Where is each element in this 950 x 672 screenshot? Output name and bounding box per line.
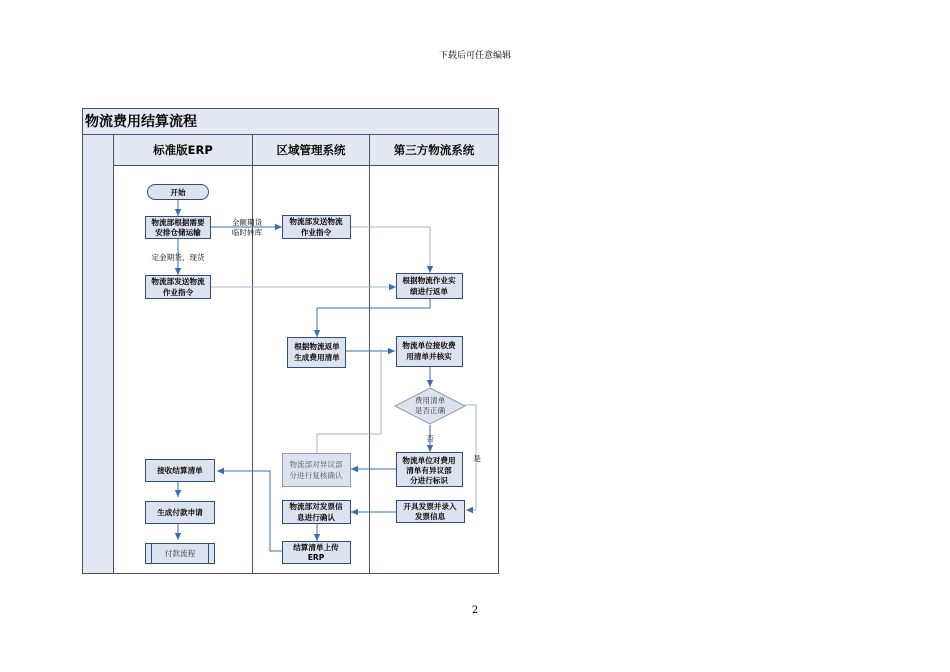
node-n5-line1: 根据物流返单	[294, 342, 340, 351]
node-n8-line1: 物流部对异议部	[289, 460, 343, 469]
node-n12-label: 接收结算清单	[157, 466, 203, 475]
lane-erp: 标准版ERP	[153, 143, 213, 157]
decision-line1: 费用清单	[414, 396, 446, 405]
label-yes: 是	[473, 454, 481, 463]
node-n11-line2: ERP	[307, 553, 325, 562]
node-n14-label: 付款流程	[164, 549, 196, 558]
node-n11-line1: 结算清单上传	[293, 543, 339, 552]
node-n5-line2: 生成费用清单	[294, 353, 340, 362]
label-no: 否	[426, 434, 434, 443]
node-n1-line1: 物流部根据需要	[151, 218, 205, 227]
label-full-futures: 全额期货	[231, 218, 263, 227]
node-n9-line2: 发票信息	[414, 512, 446, 521]
node-n7-line1: 物流单位对费用	[402, 456, 456, 465]
lane-third-party-system: 第三方物流系统	[393, 143, 475, 157]
node-n2-line2: 作业指令	[300, 228, 332, 237]
node-n4-line2: 绩进行返单	[410, 287, 448, 296]
node-n2-line1: 物流部发送物流	[289, 217, 343, 226]
node-n10-line1: 物流部对发票信	[289, 502, 343, 511]
node-n7-line3: 分进行标识	[410, 476, 448, 485]
node-n13-label: 生成付款申请	[157, 508, 203, 517]
node-n3-line1: 物流部发送物流	[151, 277, 205, 286]
label-temp-transfer: 临时转库	[231, 228, 263, 237]
node-n7-line2: 清单有异议部	[406, 466, 452, 475]
start-label: 开始	[170, 188, 186, 197]
page-header: 下载后可任意编辑	[438, 51, 511, 61]
node-n4-line1: 根据物流作业实	[402, 276, 456, 285]
node-review-disputed	[283, 454, 351, 487]
lane-regional-system: 区域管理系统	[276, 143, 346, 157]
diagram-title: 物流费用结算流程	[85, 114, 197, 130]
decision-line2: 是否正确	[414, 406, 446, 415]
page-number: 2	[471, 605, 479, 616]
node-n9-line1: 开具发票并录入	[403, 502, 457, 511]
node-n6-line2: 用清单并核实	[406, 352, 452, 361]
label-deposit-spot: 定金期货、现货	[151, 253, 205, 262]
node-n6-line1: 物流单位接收费	[402, 341, 456, 350]
node-n1-line2: 安排仓储运输	[155, 228, 201, 237]
node-n8-line2: 分进行复核确认	[289, 471, 343, 480]
node-n3-line2: 作业指令	[162, 288, 194, 297]
node-n10-line2: 息进行确认	[297, 513, 335, 522]
